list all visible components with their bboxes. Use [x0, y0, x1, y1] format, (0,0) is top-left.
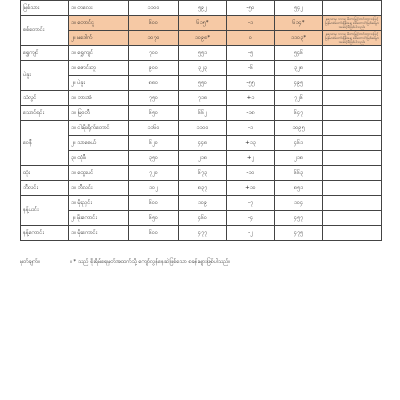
danger-level-cell: ၇၀၀: [129, 46, 179, 61]
current-level-cell: ၂၁၈: [275, 151, 323, 166]
current-level-cell: ၄၉၅: [275, 76, 323, 91]
station-cell: ၁။ ဘီလင်း: [69, 181, 129, 196]
remark-cell: [323, 61, 382, 76]
remark-cell: [323, 181, 382, 196]
table-row: [21, 226, 382, 241]
table-row: [21, 196, 382, 211]
change-cell: ၀: [227, 31, 275, 46]
danger-level-cell: ၃၅၀: [129, 151, 179, 166]
previous-level-cell: ၇၁၈: [179, 91, 227, 106]
change-cell: +၁၃: [227, 136, 275, 151]
danger-level-cell: ၈၈၀: [129, 76, 179, 91]
remark-cell: [323, 151, 382, 166]
station-cell: ၁။ ဇောင်းတူ: [69, 61, 129, 76]
current-level-cell: ၇၂၆: [275, 91, 323, 106]
danger-level-cell: ၆၀၀: [129, 16, 179, 31]
table-row: [21, 76, 382, 91]
remark-cell: [323, 226, 382, 241]
previous-level-cell: ၂၁၈: [179, 151, 227, 166]
current-level-cell: ၅၄၂: [275, 1, 323, 16]
table-body: [21, 1, 382, 241]
remark-cell: [323, 121, 382, 136]
change-cell: -၄: [227, 211, 275, 226]
table-row: [21, 91, 382, 106]
table-row: [21, 136, 382, 151]
station-cell: ၁။ မိုးညှင်း: [69, 196, 129, 211]
danger-level-cell: ၆၀၀: [129, 226, 179, 241]
danger-level-cell: ၁၁၀၀: [129, 1, 179, 16]
table-row: [21, 166, 382, 181]
previous-level-cell: ၅၅၁: [179, 46, 227, 61]
remark-cell: [323, 196, 382, 211]
current-level-cell: ၄၅၇: [275, 211, 323, 226]
river-level-table: [20, 0, 382, 241]
table-row: [21, 46, 382, 61]
remark-cell: [323, 91, 382, 106]
previous-level-cell: ၈၃၇: [179, 181, 227, 196]
table-row: [21, 121, 382, 136]
river-name-cell: ပဲခူး: [21, 61, 69, 91]
current-level-cell: ၁၁၀၃*: [275, 31, 323, 46]
previous-level-cell: ၆၇၃: [179, 166, 227, 181]
remark-cell: [323, 211, 382, 226]
previous-level-cell: ၄၄၈: [179, 136, 227, 151]
danger-level-cell: ၉၀၀: [129, 61, 179, 76]
previous-level-cell: ၆၆၂: [179, 106, 227, 121]
danger-level-cell: ၇၂၀: [129, 166, 179, 181]
previous-level-cell: ၁၀၉: [179, 196, 227, 211]
change-cell: -၇: [227, 196, 275, 211]
station-cell: ၁။ ထွေးပင်: [69, 166, 129, 181]
station-cell: ၁။ တလေး: [69, 1, 129, 16]
current-level-cell: ၈၅၁: [275, 181, 323, 196]
current-level-cell: ၆၁၄*: [275, 16, 323, 31]
danger-level-cell: ၁၀၇၀: [129, 31, 179, 46]
remark-cell: ရေသာမှ ၁၁၁၅ မီတာမြှင့်တင်ထားသဖြင့် မြန်မာစံတော်ချိန်အရ စစ်တောင်းမြစ်ရေမှာ အဆင့်မီဖြစ်ပါသည်။: [323, 16, 382, 31]
current-level-cell: ၃၂၈: [275, 61, 323, 76]
table-row: [21, 211, 382, 226]
remark-cell: [323, 76, 382, 91]
remark-cell: [323, 1, 382, 16]
change-cell: -၅: [227, 46, 275, 61]
danger-level-cell: ၁၀၂: [129, 181, 179, 196]
remark-cell: ရေသာမှ ၁၁၁၅ မီတာမြှင့်တင်ထားသဖြင့် မြန်မာစံတော်ချိန်အရ စစ်တောင်းမြစ်ရေမှာ အဆင့်မီဖြစ်ပါသည်။: [323, 31, 382, 46]
previous-level-cell: ၁၀၉၈*: [179, 31, 227, 46]
previous-level-cell: ၅၉၂: [179, 1, 227, 16]
river-name-cell: နန့်ယင်း: [21, 196, 69, 226]
current-level-cell: ၆၄၇: [275, 106, 323, 121]
danger-level-cell: ၇၅၀: [129, 91, 179, 106]
river-name-cell: ရွှေကျင်: [21, 46, 69, 61]
station-cell: ၁။ ဘားအံ: [69, 91, 129, 106]
remark-cell: [323, 106, 382, 121]
station-cell: ၁။ ငါးမိုးရိုက်တောင်: [69, 121, 129, 136]
footnote-text: ။ * သည် စိုးရိမ်ရေမှတ်အထက်သို့ ကျော်လွန်နေဆဲဖြစ်သော စခန်းများဖြစ်ပါသည်။: [70, 259, 231, 265]
previous-level-cell: ၁၁၀၀: [179, 121, 227, 136]
river-name-cell: ဘီလင်း: [21, 181, 69, 196]
change-cell: -၂: [227, 226, 275, 241]
table-row: [21, 181, 382, 196]
change-cell: -၅၀: [227, 1, 275, 16]
river-name-cell: သံလွင်: [21, 91, 69, 106]
current-level-cell: ၁၀၉၅: [275, 121, 323, 136]
station-cell: ၂။ မဒေါက်: [69, 31, 129, 46]
current-level-cell: ၆၆၃: [275, 166, 323, 181]
document: [20, 0, 381, 241]
previous-level-cell: ၅၅၀: [179, 76, 227, 91]
current-level-cell: ၄၆၁: [275, 136, 323, 151]
change-cell: +၁၀: [227, 181, 275, 196]
danger-level-cell: ၆၂၀: [129, 136, 179, 151]
danger-level-cell: ၆၅၀: [129, 211, 179, 226]
station-cell: ၃။ ထုံဖီ: [69, 151, 129, 166]
river-name-cell: သောင်ရင်း: [21, 106, 69, 121]
change-cell: +၂: [227, 151, 275, 166]
table-row: [21, 1, 382, 16]
danger-level-cell: ၁၁၆၀: [129, 121, 179, 136]
station-cell: ၁။ တောင်ငူ: [69, 16, 129, 31]
current-level-cell: ၁၀၄: [275, 196, 323, 211]
station-cell: ၁။ မိုးကောင်း: [69, 226, 129, 241]
danger-level-cell: ၆၀၀: [129, 196, 179, 211]
footnote-label: မှတ်ချက်။: [20, 259, 40, 265]
station-cell: ၂။ မိုးကောင်း: [69, 211, 129, 226]
change-cell: -၅၅: [227, 76, 275, 91]
table-row: [21, 151, 382, 166]
river-name-cell: ဝေနီ: [21, 121, 69, 166]
station-cell: ၂။ ပဲခူး: [69, 76, 129, 91]
table-row: [21, 61, 382, 76]
change-cell: -၁: [227, 121, 275, 136]
change-cell: -၁: [227, 16, 275, 31]
remark-cell: [323, 136, 382, 151]
table-row: [21, 16, 382, 31]
station-cell: ၁။ ရွှေကျင်: [69, 46, 129, 61]
change-cell: -၁၀: [227, 166, 275, 181]
station-cell: ၂။ သာဓေယ်: [69, 136, 129, 151]
danger-level-cell: ၆၅၀: [129, 106, 179, 121]
previous-level-cell: ၄၇၇: [179, 226, 227, 241]
table-row: [21, 106, 382, 121]
current-level-cell: ၅၄၆: [275, 46, 323, 61]
footnote: [20, 259, 390, 266]
river-name-cell: မြစ်သား: [21, 1, 69, 16]
river-name-cell: ထုံး: [21, 166, 69, 181]
previous-level-cell: ၃၂၃: [179, 61, 227, 76]
station-cell: ၁။ မြဝတီ: [69, 106, 129, 121]
previous-level-cell: ၆၁၅*: [179, 16, 227, 31]
change-cell: -၁၈: [227, 106, 275, 121]
current-level-cell: ၄၇၅: [275, 226, 323, 241]
table-row: [21, 31, 382, 46]
river-name-cell: စစ်တောင်း: [21, 16, 69, 46]
remark-cell: [323, 166, 382, 181]
change-cell: +၁: [227, 91, 275, 106]
remark-cell: [323, 46, 382, 61]
change-cell: -၆: [227, 61, 275, 76]
river-name-cell: နန့်ကောင်း: [21, 226, 69, 241]
previous-level-cell: ၄၆၀: [179, 211, 227, 226]
